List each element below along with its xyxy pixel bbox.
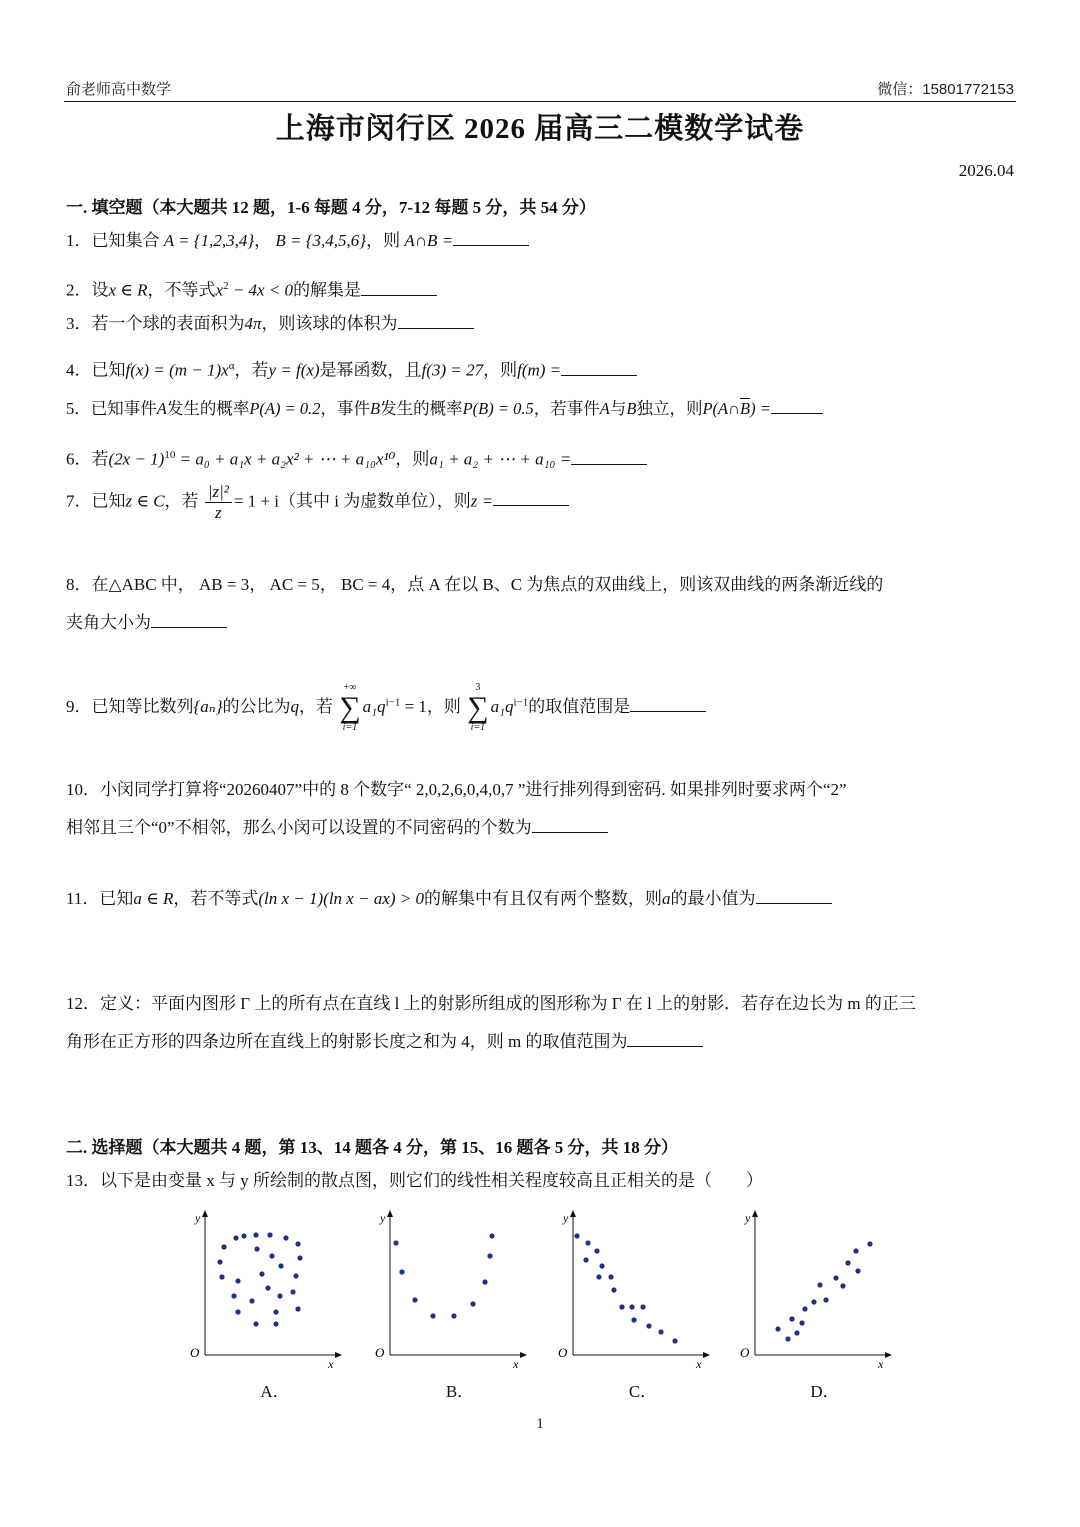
- scatter-points: [393, 1233, 494, 1318]
- question-text: 定义：平面内图形 Γ 上的所有点在直线 l 上的射影所组成的图形称为 Γ 在 l 上的射影．若存在边长为 m 的正三: [100, 994, 916, 1013]
- scatter-point: [487, 1253, 492, 1258]
- question-number: 9．: [66, 696, 92, 716]
- sum-lower: i=1: [342, 722, 358, 733]
- sigma-symbol: ∑: [467, 691, 489, 724]
- scatter-point: [235, 1309, 240, 1314]
- question-text: ，不等式: [147, 280, 216, 300]
- scatter-point: [855, 1268, 860, 1273]
- question-text: ，: [254, 231, 272, 250]
- question-text: 独立，则: [636, 399, 703, 418]
- scatter-point: [254, 1246, 259, 1251]
- scatter-plot-c[interactable]: [548, 1205, 738, 1400]
- scatter-point: [599, 1263, 604, 1268]
- question-text: 若一个球的表面积为: [91, 314, 245, 333]
- scatter-point: [789, 1316, 794, 1321]
- scatter-point: [640, 1304, 645, 1309]
- question-text: 以下是由变量 x 与 y 所绘制的散点图，则它们的线性相关程度较高且正相关的是（ ）: [100, 1171, 763, 1190]
- math-expr: f(3) = 27: [421, 360, 484, 380]
- scatter-point: [802, 1306, 807, 1311]
- question-1: [66, 222, 1016, 260]
- math-expr: A∩B =: [404, 231, 454, 250]
- math-expr: f(m) =: [517, 360, 562, 380]
- scatter-point: [823, 1297, 828, 1302]
- scatter-point: [231, 1293, 236, 1298]
- scatter-point: [393, 1240, 398, 1245]
- scatter-point: [297, 1255, 302, 1260]
- question-5: [66, 390, 1016, 428]
- question-number: 13．: [66, 1171, 100, 1190]
- question-number: 2．: [66, 280, 92, 300]
- question-8: [66, 566, 1016, 642]
- exponent: i−1: [513, 696, 529, 709]
- scatter-point: [785, 1336, 790, 1341]
- exam-date: 2026.04: [958, 161, 1014, 180]
- fraction: [205, 482, 232, 523]
- question-text: ，若不等式: [173, 889, 259, 908]
- scatter-point: [470, 1301, 475, 1306]
- question-6: [66, 436, 1016, 479]
- answer-blank[interactable]: [561, 361, 637, 376]
- scatter-point: [840, 1283, 845, 1288]
- scatter-point: [619, 1304, 624, 1309]
- math-expr: a: [662, 889, 671, 908]
- y-axis-label: y: [195, 1211, 201, 1225]
- summation: [339, 682, 360, 734]
- question-text: 设: [91, 280, 109, 300]
- math-expr: z =: [470, 491, 494, 511]
- question-number: 5．: [66, 399, 91, 418]
- question-number: 4．: [66, 360, 92, 380]
- scatter-point: [482, 1279, 487, 1284]
- scatter-point: [399, 1269, 404, 1274]
- math-expr: (ln x − 1)(ln x − ax) > 0: [258, 889, 424, 908]
- question-text: ，事件: [320, 399, 370, 418]
- scatter-point: [585, 1240, 590, 1245]
- origin-label: O: [375, 1345, 385, 1360]
- scatter-point: [269, 1253, 274, 1258]
- math-expr: y = f(x): [268, 360, 320, 380]
- scatter-point: [412, 1297, 417, 1302]
- question-text: 是幂函数，且: [319, 360, 422, 380]
- question-text: ，则: [395, 449, 430, 469]
- scatter-point: [833, 1275, 838, 1280]
- math-expr: A: [599, 399, 610, 418]
- question-10: [66, 771, 1016, 847]
- math-expr: z ∈ C: [125, 491, 165, 511]
- scatter-point: [217, 1259, 222, 1264]
- question-text: （其中 i 为虚数单位），则: [279, 491, 471, 511]
- scatter-point: [293, 1273, 298, 1278]
- scatter-point: [249, 1298, 254, 1303]
- option-label: C．: [628, 1382, 658, 1401]
- fraction-denominator: z: [215, 503, 222, 522]
- question-text: 的取值范围是: [528, 696, 631, 716]
- math-expr: 4π: [244, 314, 262, 333]
- math-expr: = a₀ + a₁x + a₂x² + ⋯ + a₁₀x¹⁰: [179, 449, 396, 469]
- x-axis-label: x: [878, 1357, 884, 1370]
- scatter-point: [574, 1233, 579, 1238]
- answer-blank[interactable]: [771, 399, 823, 414]
- answer-blank[interactable]: [630, 697, 706, 712]
- header-rule: [64, 101, 1016, 102]
- math-expr: P(A∩: [702, 399, 741, 418]
- answer-blank[interactable]: [493, 491, 569, 506]
- question-text: 已知等比数列: [91, 696, 194, 716]
- origin-label: O: [190, 1345, 200, 1360]
- scatter-plot-b-svg: [365, 1205, 555, 1370]
- question-number: 1．: [66, 231, 92, 250]
- scatter-point: [233, 1235, 238, 1240]
- sum-upper: 3: [475, 682, 481, 693]
- question-11: [66, 880, 1016, 918]
- question-text: ，则: [483, 360, 518, 380]
- math-expr: = 1: [404, 696, 427, 716]
- question-number: 8．: [66, 575, 92, 594]
- fraction-numerator: |z|²: [205, 482, 232, 503]
- question-text: 的公比为: [222, 696, 291, 716]
- math-expr: B: [626, 399, 637, 418]
- math-expr: A: [156, 399, 167, 418]
- math-expr: {aₙ}: [193, 696, 223, 716]
- answer-blank[interactable]: [398, 314, 474, 329]
- scatter-point: [295, 1306, 300, 1311]
- answer-blank[interactable]: [532, 818, 608, 833]
- origin-label: O: [558, 1345, 568, 1360]
- scatter-plot-d[interactable]: [730, 1205, 920, 1400]
- answer-blank[interactable]: [756, 889, 832, 904]
- question-7: [66, 482, 1016, 523]
- question-text: ，若事件: [533, 399, 600, 418]
- scatter-point: [267, 1232, 272, 1237]
- question-text: 已知事件: [90, 399, 157, 418]
- scatter-point: [646, 1323, 651, 1328]
- question-text: 已知集合: [91, 231, 160, 250]
- question-13: [66, 1162, 1016, 1200]
- question-text: 已知: [99, 889, 134, 908]
- scatter-point: [867, 1241, 872, 1246]
- scatter-point: [219, 1274, 224, 1279]
- scatter-plot-c-svg: [548, 1205, 738, 1370]
- scatter-point: [608, 1274, 613, 1279]
- scatter-points: [217, 1232, 302, 1326]
- y-axis-label: y: [380, 1211, 386, 1225]
- section-2-heading: 二. 选择题（本大题共 4 题，第 13、14 题各 4 分，第 15、16 题各 5 分，共 18 分）: [66, 1138, 678, 1157]
- scatter-plot-a[interactable]: [180, 1205, 370, 1400]
- math-expr: a₁q: [362, 696, 386, 716]
- question-text: 发生的概率: [380, 399, 463, 418]
- scatter-point: [235, 1278, 240, 1283]
- question-text: ，若: [164, 491, 199, 511]
- question-text: ，若: [234, 360, 269, 380]
- scatter-point: [278, 1263, 283, 1268]
- scatter-point: [658, 1329, 663, 1334]
- answer-blank[interactable]: [627, 1032, 703, 1047]
- question-text: 发生的概率: [166, 399, 250, 418]
- scatter-plot-d-svg: [730, 1205, 920, 1370]
- exponent: i−1: [385, 696, 401, 709]
- math-expr: f(x) = (m − 1)x: [125, 360, 229, 380]
- scatter-point: [775, 1326, 780, 1331]
- exponent: 2: [223, 280, 229, 292]
- question-4: [66, 347, 1016, 390]
- question-12: [66, 985, 1016, 1061]
- scatter-point: [799, 1320, 804, 1325]
- math-expr: a₁ + a₂ + ⋯ + a₁₀ =: [429, 449, 572, 469]
- x-axis-label: x: [328, 1357, 334, 1370]
- scatter-point: [583, 1257, 588, 1262]
- sum-upper: +∞: [343, 682, 357, 693]
- scatter-point: [290, 1289, 295, 1294]
- scatter-point: [794, 1330, 799, 1335]
- question-number: 11．: [66, 889, 100, 908]
- page-number: 1: [536, 1416, 544, 1432]
- question-2: [66, 267, 1016, 310]
- math-expr: P(A) = 0.2: [249, 399, 321, 418]
- header-right: 微信：15801772153: [877, 81, 1014, 98]
- math-expr-complement: $\overline{B}$: [740, 399, 751, 418]
- scatter-point: [489, 1233, 494, 1238]
- math-expr: B: [370, 399, 381, 418]
- scatter-point: [273, 1309, 278, 1314]
- header-left: 俞老师高中数学: [66, 81, 172, 98]
- question-number: 3．: [66, 314, 92, 333]
- page-title: 上海市闵行区 2026 届高三二模数学试卷: [275, 113, 805, 145]
- question-text: 夹角大小为: [66, 613, 151, 632]
- math-expr: P(B) = 0.5: [462, 399, 534, 418]
- question-text: 小闵同学打算将“20260407”中的 8 个数字“ 2,0,2,6,0,4,0,7 ”进行排列得到密码. 如果排列时要求两个“2”: [100, 780, 847, 799]
- question-text: 若: [91, 449, 109, 469]
- question-9: [66, 682, 1016, 734]
- x-axis-label: x: [696, 1357, 702, 1370]
- question-number: 7．: [66, 491, 92, 511]
- math-expr: x ∈ R: [108, 280, 148, 300]
- origin-label: O: [740, 1345, 750, 1360]
- question-3: [66, 305, 1016, 343]
- scatter-points: [775, 1241, 872, 1341]
- math-expr: a₁q: [490, 696, 514, 716]
- scatter-point: [631, 1317, 636, 1322]
- scatter-point: [853, 1248, 858, 1253]
- option-label: D．: [810, 1382, 840, 1401]
- answer-blank[interactable]: [151, 613, 227, 628]
- exponent: α: [228, 360, 235, 372]
- question-number: 12．: [66, 994, 100, 1013]
- scatter-point: [596, 1274, 601, 1279]
- question-text: 的解集是: [293, 280, 362, 300]
- answer-blank[interactable]: [453, 231, 529, 246]
- y-axis-label: y: [745, 1211, 751, 1225]
- math-expr: a ∈ R: [133, 889, 174, 908]
- scatter-point: [451, 1313, 456, 1318]
- question-text: ，则: [426, 696, 461, 716]
- answer-blank[interactable]: [571, 450, 647, 465]
- scatter-plot-a-svg: [180, 1205, 370, 1370]
- scatter-point: [221, 1244, 226, 1249]
- sigma-symbol: ∑: [339, 691, 361, 724]
- question-text: ，若: [299, 696, 333, 716]
- scatter-point: [672, 1338, 677, 1343]
- scatter-point: [629, 1304, 634, 1309]
- scatter-point: [611, 1287, 616, 1292]
- question-text: 的解集中有且仅有两个整数，则: [424, 889, 662, 908]
- y-axis-label: y: [563, 1211, 569, 1225]
- exponent: 10: [164, 449, 176, 461]
- question-text: 的最小值为: [670, 889, 756, 908]
- question-text: 已知: [91, 491, 126, 511]
- math-expr: q: [290, 696, 299, 716]
- question-text: 已知: [91, 360, 126, 380]
- math-expr: B = {3,4,5,6}: [275, 231, 367, 250]
- scatter-point: [273, 1321, 278, 1326]
- scatter-point: [430, 1313, 435, 1318]
- scatter-point: [811, 1299, 816, 1304]
- question-text: ，则该球的体积为: [261, 314, 398, 333]
- scatter-point: [594, 1248, 599, 1253]
- x-axis-label: x: [513, 1357, 519, 1370]
- question-text: 相邻且三个“0”不相邻，那么小闵可以设置的不同密码的个数为: [66, 818, 532, 837]
- scatter-point: [845, 1260, 850, 1265]
- math-expr: = 1 + i: [233, 491, 280, 511]
- option-label: A．: [260, 1382, 290, 1401]
- question-number: 10．: [66, 780, 100, 799]
- scatter-points: [574, 1233, 677, 1343]
- question-text: 在△ABC 中， AB = 3， AC = 5， BC = 4，点 A 在以 B、C 为焦点的双曲线上，则该双曲线的两条渐近线的: [91, 575, 884, 594]
- summation: [467, 682, 488, 734]
- scatter-point: [259, 1271, 264, 1276]
- scatter-point: [253, 1232, 258, 1237]
- question-text: ，则: [366, 231, 401, 250]
- math-expr: ) =: [750, 399, 771, 418]
- scatter-plot-options: [0, 1205, 1080, 1405]
- math-expr: A = {1,2,3,4}: [163, 231, 255, 250]
- section-1-heading: 一. 填空题（本大题共 12 题，1-6 每题 4 分，7-12 每题 5 分，共 54 分）: [66, 198, 596, 217]
- math-expr: (2x − 1): [108, 449, 165, 469]
- scatter-point: [241, 1233, 246, 1238]
- scatter-point: [817, 1282, 822, 1287]
- scatter-point: [283, 1235, 288, 1240]
- question-number: 6．: [66, 449, 92, 469]
- sum-lower: i=1: [470, 722, 486, 733]
- answer-blank[interactable]: [361, 281, 437, 296]
- question-text: 与: [609, 399, 627, 418]
- scatter-point: [277, 1293, 282, 1298]
- option-label: B．: [445, 1382, 475, 1401]
- math-expr: − 4x < 0: [228, 280, 294, 300]
- scatter-point: [253, 1321, 258, 1326]
- scatter-plot-b[interactable]: [365, 1205, 555, 1400]
- scatter-point: [295, 1241, 300, 1246]
- scatter-point: [265, 1285, 270, 1290]
- math-expr: x: [215, 280, 224, 300]
- question-text: 角形在正方形的四条边所在直线上的射影长度之和为 4，则 m 的取值范围为: [66, 1032, 628, 1051]
